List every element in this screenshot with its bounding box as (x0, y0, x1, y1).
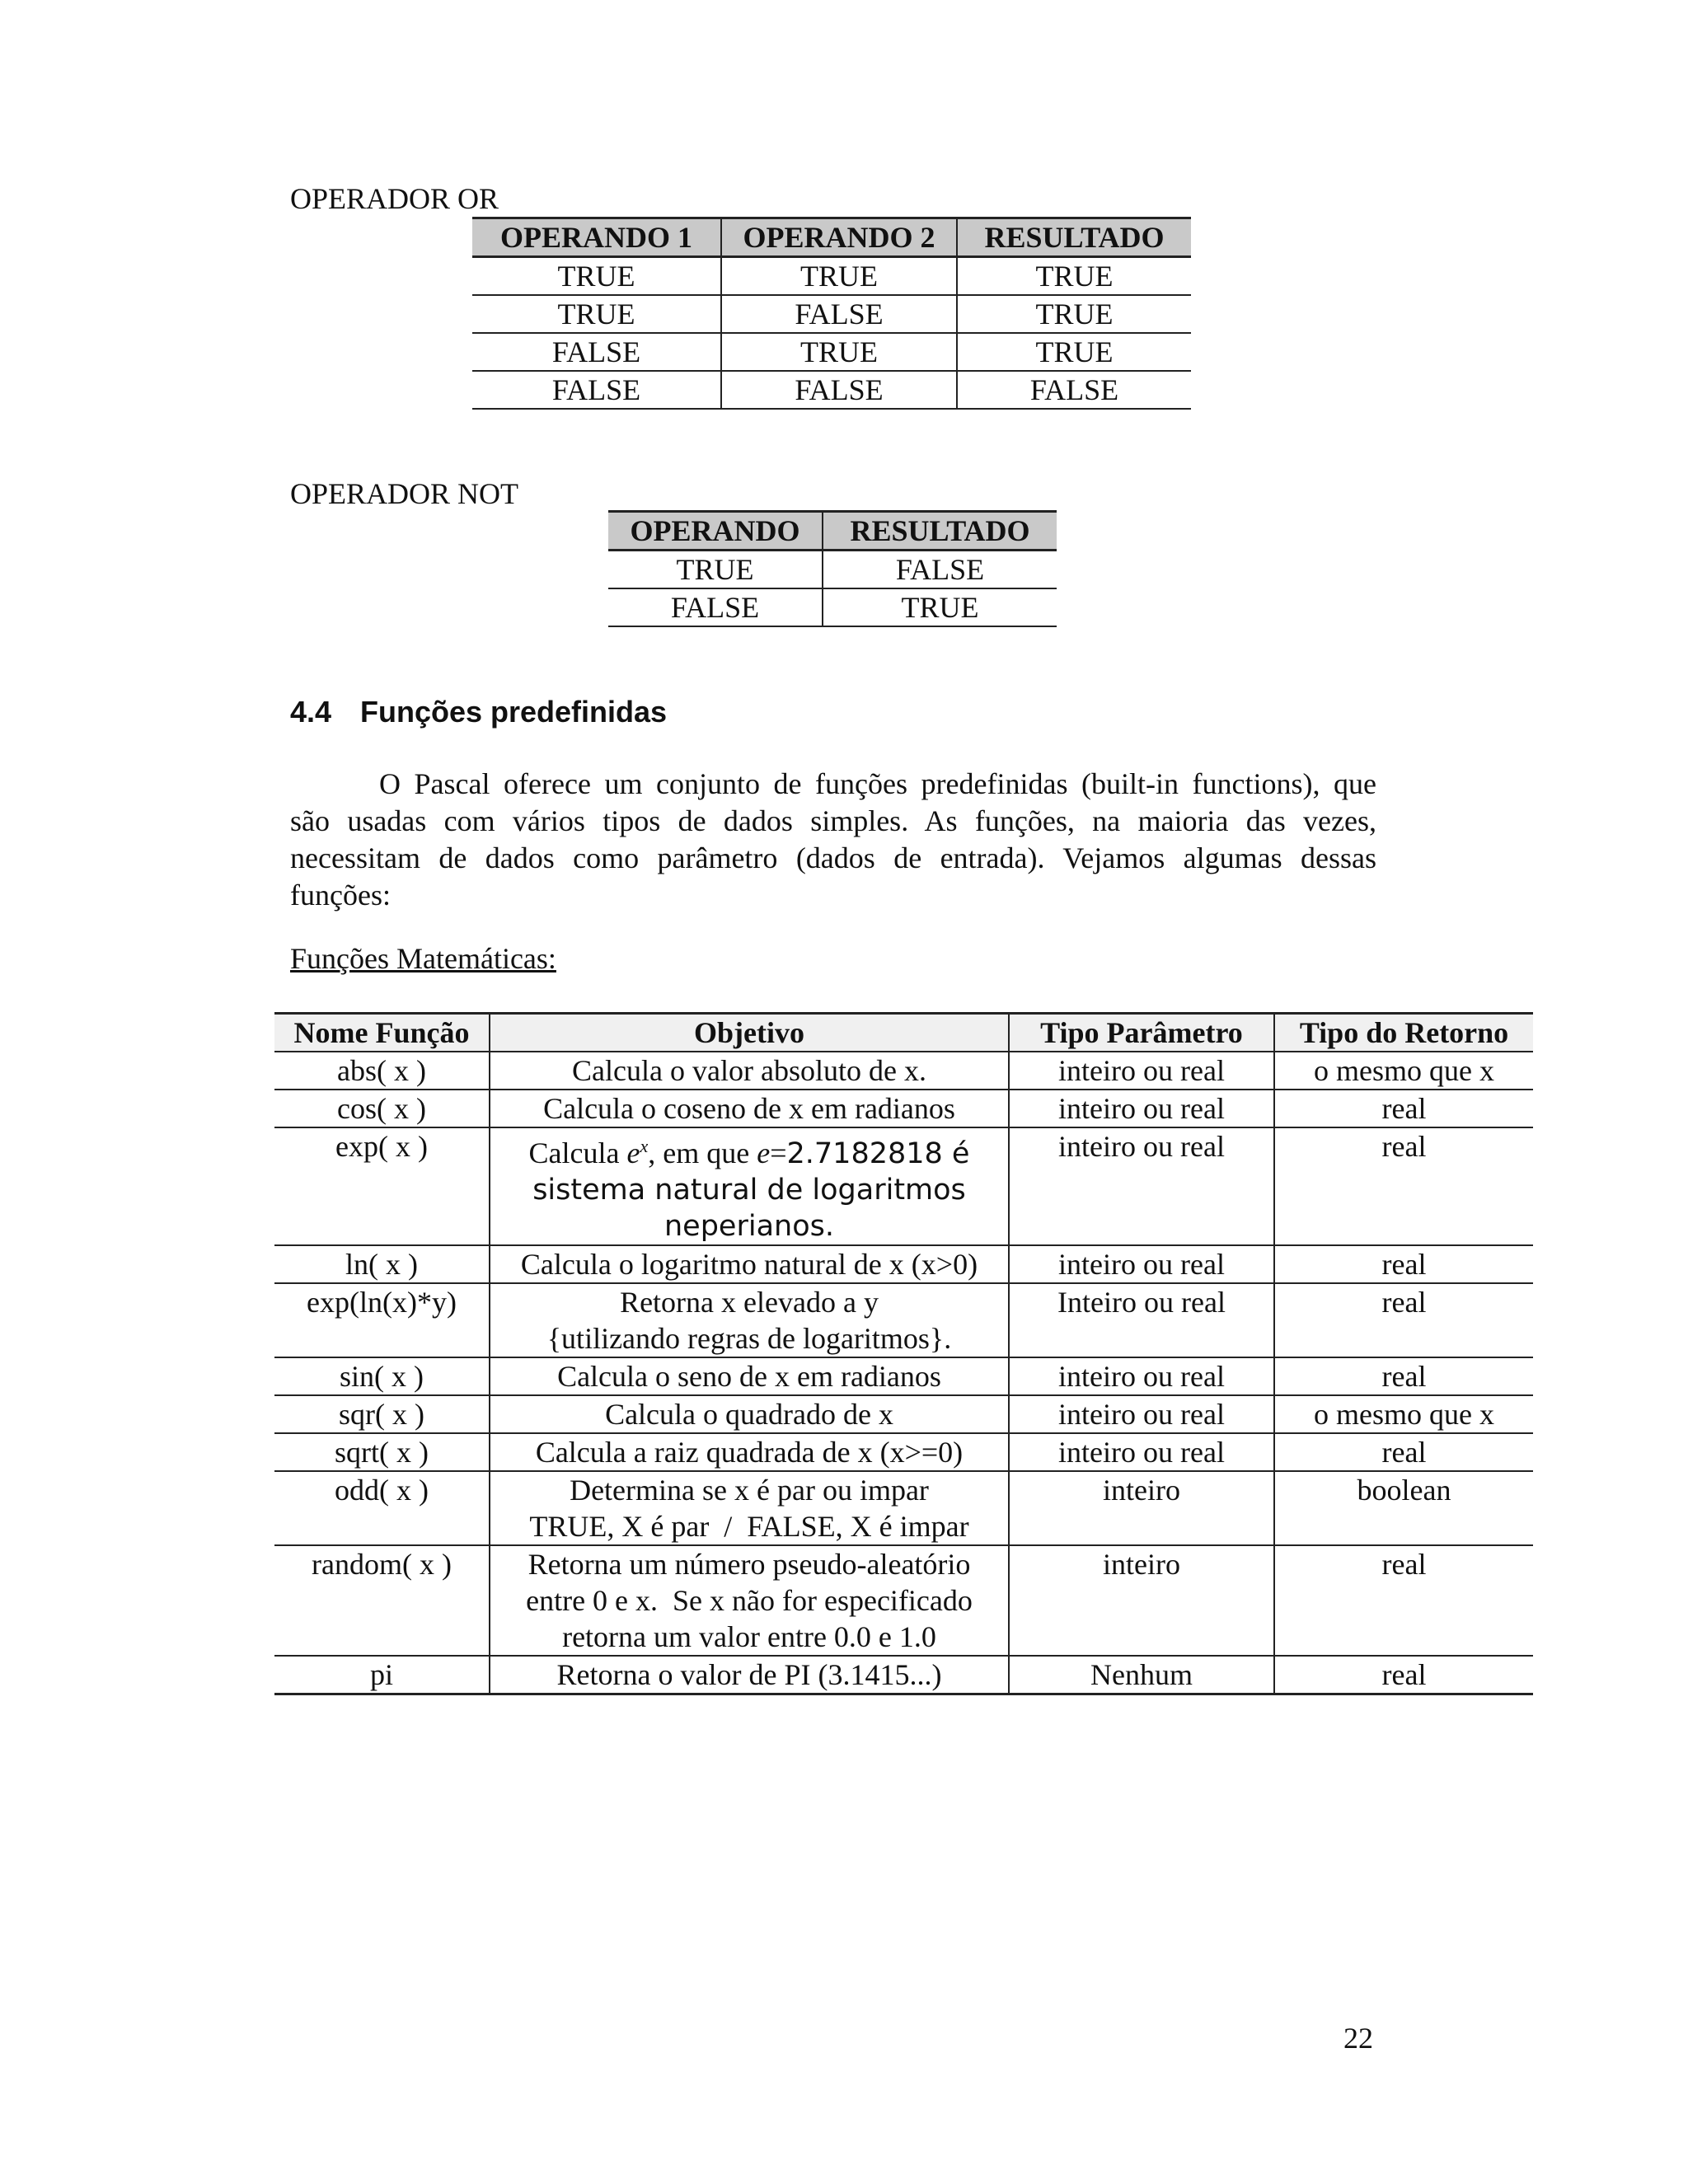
function-objective: Calcula o coseno de x em radianos (490, 1090, 1009, 1127)
param-type: inteiro ou real (1009, 1052, 1274, 1090)
table-cell: FALSE (721, 295, 957, 333)
function-objective: Calcula $e^x$, em que e=2.7182818 é sistema natural de logaritmos neperianos. (490, 1127, 1009, 1245)
table-row (472, 257, 1191, 296)
table-cell: TRUE (608, 551, 823, 589)
table-cell: TRUE (957, 295, 1191, 333)
table-row (274, 1545, 1533, 1656)
table-cell: FALSE (721, 371, 957, 409)
table-cell: FALSE (472, 371, 721, 409)
param-type: Inteiro ou real (1009, 1283, 1274, 1357)
table-row (274, 1433, 1533, 1471)
column-header: RESULTADO (823, 512, 1057, 551)
function-name: sin( x ) (274, 1357, 490, 1395)
table-cell: FALSE (823, 551, 1057, 589)
paragraph-line: O Pascal oferece um conjunto de funções predefinidas (built-in functions), que (379, 767, 1376, 800)
or-truth-table (472, 217, 1191, 410)
section-heading (290, 695, 667, 729)
column-header: Tipo do Retorno (1274, 1014, 1533, 1052)
param-type: Nenhum (1009, 1656, 1274, 1694)
param-type: inteiro ou real (1009, 1395, 1274, 1433)
column-header: Objetivo (490, 1014, 1009, 1052)
paragraph-line: necessitam de dados como parâmetro (dados de entrada). Vejamos algumas dessas (290, 841, 1376, 874)
table-row (274, 1656, 1533, 1694)
function-name: ln( x ) (274, 1245, 490, 1283)
function-objective: Calcula o logaritmo natural de x (x>0) (490, 1245, 1009, 1283)
function-objective: Calcula a raiz quadrada de x (x>=0) (490, 1433, 1009, 1471)
function-objective: Retorna o valor de PI (3.1415...) (490, 1656, 1009, 1694)
function-name: exp(ln(x)*y) (274, 1283, 490, 1357)
return-type: o mesmo que x (1274, 1395, 1533, 1433)
paragraph-line: funções: (290, 879, 391, 912)
function-objective: Determina se x é par ou impar TRUE, X é par / FALSE, X é impar (490, 1471, 1009, 1545)
table-cell: FALSE (957, 371, 1191, 409)
param-type: inteiro ou real (1009, 1127, 1274, 1245)
table-row (608, 588, 1057, 626)
column-header: OPERANDO 2 (721, 218, 957, 257)
table-row (274, 1395, 1533, 1433)
column-header: RESULTADO (957, 218, 1191, 257)
return-type: o mesmo que x (1274, 1052, 1533, 1090)
param-type: inteiro (1009, 1545, 1274, 1656)
table-row (274, 1471, 1533, 1545)
table-row (472, 295, 1191, 333)
intro-paragraph (290, 766, 1376, 914)
table-header-row (274, 1014, 1533, 1052)
not-title: OPERADOR NOT (290, 477, 519, 510)
table-header-row (472, 218, 1191, 257)
table-row (472, 333, 1191, 371)
function-objective: Calcula o quadrado de x (490, 1395, 1009, 1433)
function-objective: Calcula o valor absoluto de x. (490, 1052, 1009, 1090)
function-objective: Retorna um número pseudo-aleatório entre 0 e x. Se x não for especificado retorna um valor entre 0.0 e 1.0 (490, 1545, 1009, 1656)
table-cell: TRUE (472, 257, 721, 296)
paragraph-line: são usadas com vários tipos de dados simples. As funções, na maioria das vezes, (290, 804, 1376, 837)
function-objective: Retorna x elevado a y {utilizando regras de logaritmos}. (490, 1283, 1009, 1357)
column-header: Nome Função (274, 1014, 490, 1052)
table-header-row (608, 512, 1057, 551)
param-type: inteiro ou real (1009, 1433, 1274, 1471)
table-cell: TRUE (721, 333, 957, 371)
table-cell: TRUE (957, 257, 1191, 296)
return-type: real (1274, 1656, 1533, 1694)
section-number: 4.4 (290, 695, 332, 729)
math-functions-table (274, 1012, 1533, 1695)
function-name: random( x ) (274, 1545, 490, 1656)
return-type: real (1274, 1545, 1533, 1656)
return-type: real (1274, 1283, 1533, 1357)
table-row (274, 1245, 1533, 1283)
function-objective: Calcula o seno de x em radianos (490, 1357, 1009, 1395)
table-cell: TRUE (472, 295, 721, 333)
param-type: inteiro ou real (1009, 1090, 1274, 1127)
return-type: real (1274, 1433, 1533, 1471)
function-name: exp( x ) (274, 1127, 490, 1245)
or-title: OPERADOR OR (290, 182, 499, 215)
function-name: sqr( x ) (274, 1395, 490, 1433)
table-row (274, 1052, 1533, 1090)
param-type: inteiro (1009, 1471, 1274, 1545)
table-cell: TRUE (957, 333, 1191, 371)
not-truth-table (608, 510, 1057, 627)
table-row (274, 1090, 1533, 1127)
table-cell: FALSE (472, 333, 721, 371)
return-type: real (1274, 1090, 1533, 1127)
param-type: inteiro ou real (1009, 1245, 1274, 1283)
param-type: inteiro ou real (1009, 1357, 1274, 1395)
column-header: OPERANDO (608, 512, 823, 551)
table-cell: TRUE (721, 257, 957, 296)
table-row (472, 371, 1191, 409)
table-row (274, 1127, 1533, 1245)
column-header: Tipo Parâmetro (1009, 1014, 1274, 1052)
math-functions-label: Funções Matemáticas: (290, 942, 556, 975)
function-name: sqrt( x ) (274, 1433, 490, 1471)
table-row (608, 551, 1057, 589)
function-name: pi (274, 1656, 490, 1694)
return-type: real (1274, 1127, 1533, 1245)
function-name: odd( x ) (274, 1471, 490, 1545)
table-cell: TRUE (823, 588, 1057, 626)
table-row (274, 1283, 1533, 1357)
return-type: boolean (1274, 1471, 1533, 1545)
table-cell: FALSE (608, 588, 823, 626)
return-type: real (1274, 1245, 1533, 1283)
function-name: abs( x ) (274, 1052, 490, 1090)
return-type: real (1274, 1357, 1533, 1395)
page-number: 22 (1343, 2022, 1373, 2055)
function-name: cos( x ) (274, 1090, 490, 1127)
section-title: Funções predefinidas (360, 695, 668, 729)
table-row (274, 1357, 1533, 1395)
column-header: OPERANDO 1 (472, 218, 721, 257)
